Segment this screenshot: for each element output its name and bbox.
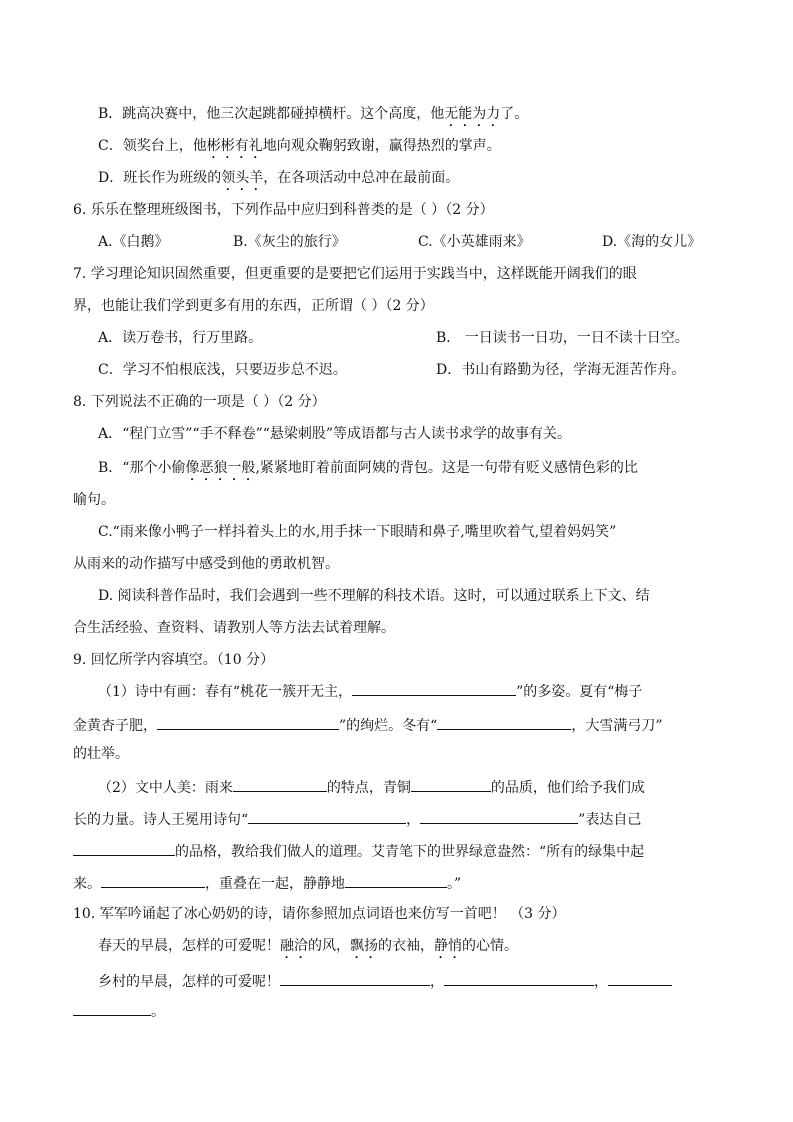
fill-blank[interactable] — [157, 714, 339, 730]
q5-option-d: D．班长作为班级的领头羊，在各项活动中总冲在最前面。 — [98, 170, 460, 186]
emphasized-word: 飘扬 — [350, 938, 378, 954]
q7-option-d: D．书山有路勤为径，学海无涯苦作舟。 — [436, 362, 686, 378]
q7-stem-line2: 界，也能让我们学到更多有用的东西，正所谓（ ）（2 分） — [73, 298, 434, 314]
q9-part2-line4: 来。 ，重叠在一起，静静地 。” — [73, 872, 461, 894]
emphasized-phrase: 领头羊 — [221, 170, 264, 186]
q9-part1-line3: 的壮举。 — [73, 746, 129, 762]
fill-blank[interactable] — [248, 808, 406, 824]
q6-option-d: D.《海的女儿》 — [602, 234, 702, 250]
q9-part2-line3: 的品格，教给我们做人的道理。艾青笔下的世界绿意盎然：“所有的绿集中起 — [73, 840, 644, 862]
fill-blank[interactable] — [73, 1000, 151, 1016]
q7-option-c: C．学习不怕根底浅，只要迈步总不迟。 — [98, 362, 347, 378]
q9-part2-line1: （2）文中人美：雨来 的特点，青铜 的品质，他们给予我们成 — [98, 776, 645, 798]
q5-option-c: C．领奖台上，他彬彬有礼地向观众鞠躬致谢，赢得热烈的掌声。 — [98, 138, 501, 154]
fill-blank[interactable] — [280, 970, 430, 986]
q10-answer-line1: 乡村的早晨，怎样的可爱呢！ ， ， — [98, 970, 672, 992]
q5-option-b: B．跳高决赛中，他三次起跳都碰掉横杆。这个高度，他无能为力了。 — [98, 106, 529, 122]
q8-option-a: A．“程门立雪”“手不释卷”“悬梁刺股”等成语都与古人读书求学的故事有关。 — [98, 426, 572, 442]
q7-option-a: A．读万卷书，行万里路。 — [98, 330, 263, 346]
fill-blank[interactable] — [444, 970, 594, 986]
fill-blank[interactable] — [411, 776, 491, 792]
q8-option-c-line1: C.“雨来像小鸭子一样抖着头上的水,用手抹一下眼睛和鼻子,嘴里吹着气,望着妈妈笑” — [98, 524, 617, 540]
q9-part1-line1: （1）诗中有画：春有“桃花一簇开无主， ”的多姿。夏有“梅子 — [98, 680, 642, 702]
q7-option-b: B． 一日读书一日功，一日不读十日空。 — [436, 330, 689, 346]
fill-blank[interactable] — [420, 808, 578, 824]
q8-option-d-line1: D. 阅读科普作品时，我们会遇到一些不理解的科技术语。这时，可以通过联系上下文、结 — [98, 588, 650, 604]
q9-part1-line2: 金黄杏子肥， ”的绚烂。冬有“ ，大雪满弓刀” — [73, 714, 663, 736]
fill-blank[interactable] — [101, 872, 205, 888]
q10-answer-line2: 。 — [73, 1000, 165, 1022]
q8-option-b-line2: 喻句。 — [73, 492, 115, 508]
q9-stem: 9. 回忆所学内容填空。（10 分） — [73, 652, 275, 668]
q6-option-b: B.《灰尘的旅行》 — [233, 234, 346, 250]
fill-blank[interactable] — [345, 872, 447, 888]
fill-blank[interactable] — [73, 840, 175, 856]
emphasized-word: 融洽 — [280, 938, 308, 954]
q8-stem: 8. 下列说法不正确的一项是（ ）（2 分） — [73, 394, 326, 410]
emphasized-phrase: 无能为力 — [444, 106, 501, 122]
emphasized-phrase: 像恶狼一般 — [185, 460, 256, 476]
q8-option-d-line2: 合生活经验、查资料、请教别人等方法去试着理解。 — [73, 620, 395, 636]
emphasized-phrase: 彬彬有礼 — [206, 138, 263, 154]
q6-option-a: A.《白鹅》 — [98, 234, 169, 250]
fill-blank[interactable] — [352, 680, 516, 696]
emphasized-word: 静悄 — [434, 938, 462, 954]
q9-part2-line2: 长的力量。诗人王冕用诗句“ ， ”表达自己 — [73, 808, 641, 830]
fill-blank[interactable] — [233, 776, 327, 792]
q10-stem: 10. 军军吟诵起了冰心奶奶的诗，请你参照加点词语也来仿写一首吧！ （3 分） — [73, 906, 566, 922]
q8-option-c-line2: 从雨来的动作描写中感受到他的勇敢机智。 — [73, 556, 339, 572]
q7-stem-line1: 7. 学习理论知识固然重要，但更重要的是要把它们运用于实践当中，这样既能开阔我们的眼 — [73, 266, 637, 282]
q10-example: 春天的早晨，怎样的可爱呢！融洽的风，飘扬的衣袖，静悄的心情。 — [98, 938, 518, 954]
fill-blank[interactable] — [608, 970, 672, 986]
q6-option-c: C.《小英雄雨来》 — [418, 234, 531, 250]
fill-blank[interactable] — [437, 714, 571, 730]
q6-stem: 6. 乐乐在整理班级图书，下列作品中应归到科普类的是（ ）（2 分） — [73, 202, 494, 218]
q8-option-b-line1: B．“那个小偷像恶狼一般,紧紧地盯着前面阿姨的背包。这是一句带有贬义感情色彩的比 — [98, 460, 638, 476]
